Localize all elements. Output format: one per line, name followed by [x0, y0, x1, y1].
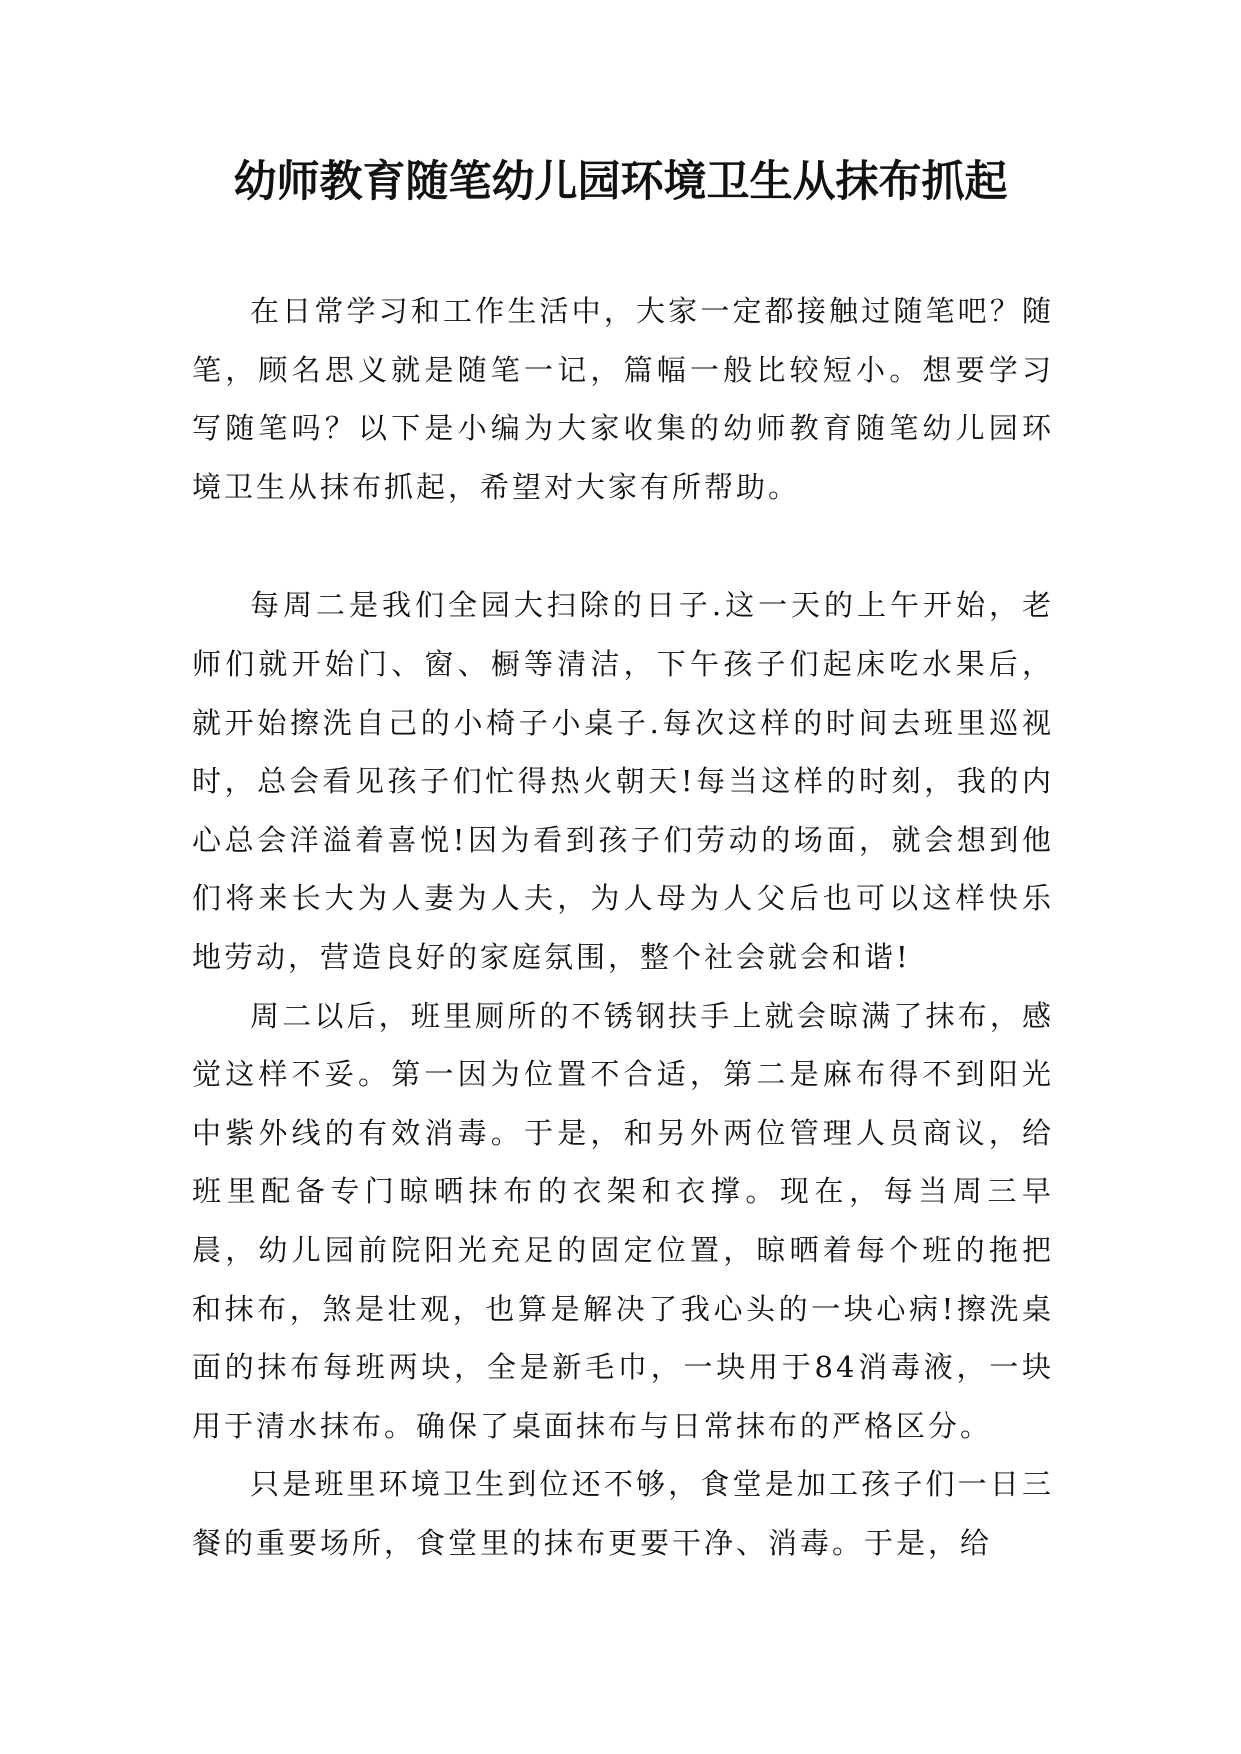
body-paragraph-3: 只是班里环境卫生到位还不够，食堂是加工孩子们一日三餐的重要场所，食堂里的抹布更要干净、消毒。于是，给: [192, 1467, 1054, 1560]
body-paragraph-1: 每周二是我们全园大扫除的日子.这一天的上午开始，老师们就开始门、窗、橱等清洁，下午孩子们起床吃水果后，就开始擦洗自己的小椅子小桌子.每次这样的时间去班里巡视时，总会看见孩子们忙得热火朝天!每当这样的时刻，我的内心总会洋溢着喜悦!因为看到孩子们劳动的场面，就会想到他们将来长大为人妻为人夫，为人母为人父后也可以这样快乐地劳动，营造良好的家庭氛围，整个社会就会和谐!: [192, 588, 1054, 974]
intro-paragraph: 在日常学习和工作生活中，大家一定都接触过随笔吧？随笔，顾名思义就是随笔一记，篇幅一般比较短小。想要学习写随笔吗？以下是小编为大家收集的幼师教育随笔幼儿园环境卫生从抹布抓起，希望对大家有所帮助。: [192, 294, 1054, 504]
body-paragraph-2: 周二以后，班里厕所的不锈钢扶手上就会晾满了抹布，感觉这样不妥。第一因为位置不合适，第二是麻布得不到阳光中紫外线的有效消毒。于是，和另外两位管理人员商议，给班里配备专门晾晒抹布的衣架和衣撑。现在，每当周三早晨，幼儿园前院阳光充足的固定位置，晾晒着每个班的拖把和抹布，煞是壮观，也算是解决了我心头的一块心病!擦洗桌面的抹布每班两块，全是新毛巾，一块用于84消毒液，一块用于清水抹布。确保了桌面抹布与日常抹布的严格区分。: [192, 998, 1054, 1443]
document-body: [192, 282, 1054, 1572]
document-title: 幼师教育随笔幼儿园环境卫生从抹布抓起: [233, 157, 1008, 207]
paragraph-spacer: [192, 516, 1054, 576]
